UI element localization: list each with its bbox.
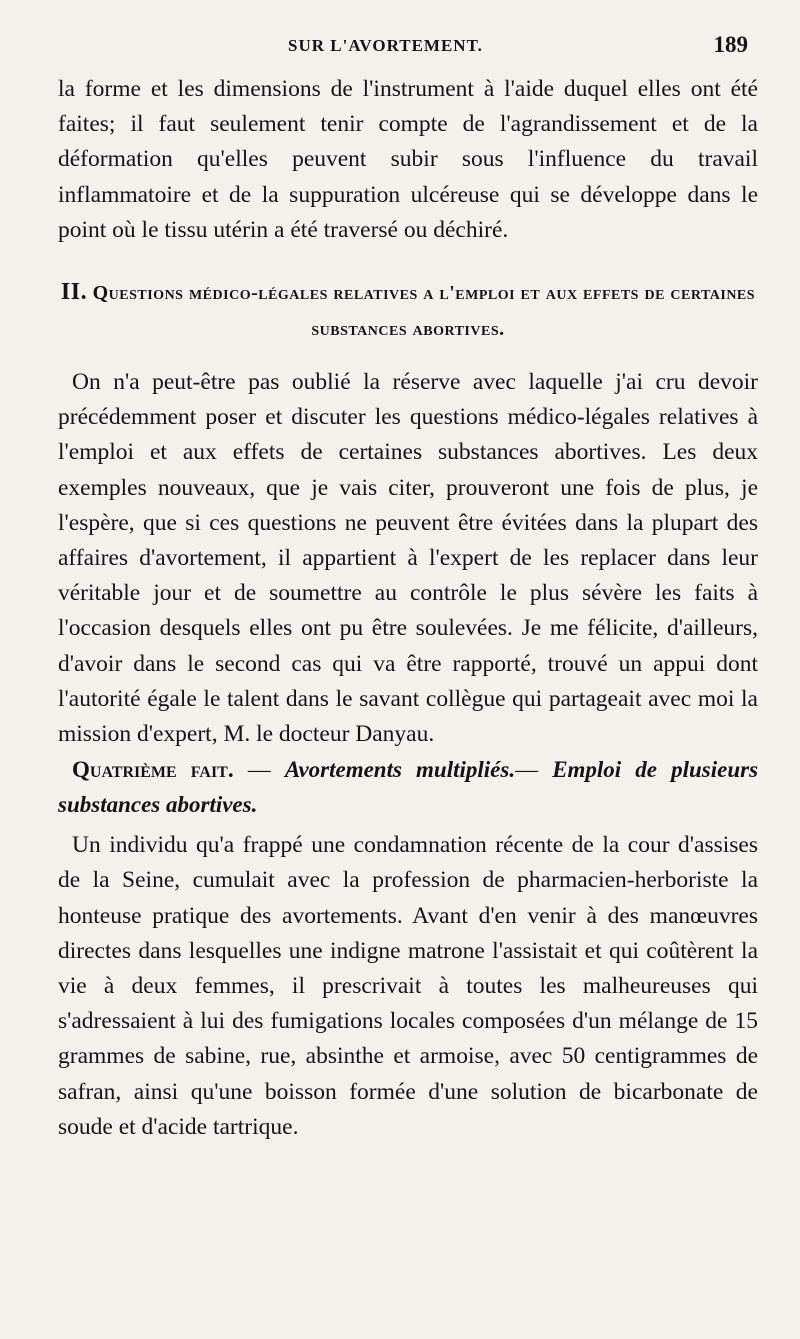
fact-title-1: Avortements multipliés.	[284, 757, 516, 783]
running-head	[58, 32, 758, 70]
fact-title-2: Emploi de plusieurs substances abortives.	[58, 757, 759, 818]
paragraph-2: On n'a peut-être pas oublié la réserve avec laquelle j'ai cru devoir précédemment poser et discuter les questions médico-légales relatives à l'emploi et aux effets de certaines substances abortives. Les deux exemples nouveaux, que je vais citer, prouveront une fois de plus, je l'espère, que si ces questions ne peuvent être évitées dans la plupart des affaires d'avortement, il appartient à l'expert de les replacer dans leur véritable jour et de soumettre au contrôle le plus sévère les faits à l'occasion desquels elles ont pu être soulevées. Je me félicite, d'ailleurs, d'avoir dans le second cas qui va être rapporté, trouvé un appui dont l'autorité égale le talent dans le savant collègue qui partageait avec moi la mission d'expert, M. le docteur Danyau.	[58, 369, 758, 748]
paragraph-3: Un individu qu'a frappé une condamnation récente de la cour d'assises de la Seine, cumulait avec la profession de pharmacien-herboriste la honteuse pratique des avortements. Avant d'en venir à des manœuvres directes dans lesquelles une indigne matrone l'assistait et qui coûtèrent la vie à deux femmes, il prescrivait à toutes les malheureuses qui s'adressaient à lui des fumigations locales composées d'un mélange de 15 grammes de sabine, rue, absinthe et armoise, avec 50 centigrammes de safran, ainsi qu'une boisson formée d'une solution de bicarbonate de soude et d'acide tartrique.	[58, 832, 758, 1140]
page-number: 189	[713, 32, 748, 57]
section-heading	[58, 274, 758, 347]
fact-dash-2: —	[515, 757, 553, 783]
section-number: II.	[60, 279, 88, 306]
running-title: SUR L'AVORTEMENT.	[288, 36, 483, 55]
fact-heading	[58, 752, 758, 822]
fact-dash: —	[233, 757, 285, 783]
continued-paragraph: la forme et les dimensions de l'instrument à l'aide duquel elles ont été faites; il faut seulement tenir compte de l'agrandissement et de la déformation qu'elles peuvent subir sous l'influence du travail inflammatoire et de la suppuration ulcéreuse qui se développe dans le point où le tissu utérin a été traversé ou déchiré.	[58, 76, 758, 243]
section-title: Questions médico-légales relatives a l'emploi et aux effets de certaines substances abortives.	[92, 282, 756, 341]
fact-label: Quatrième fait.	[72, 757, 234, 783]
